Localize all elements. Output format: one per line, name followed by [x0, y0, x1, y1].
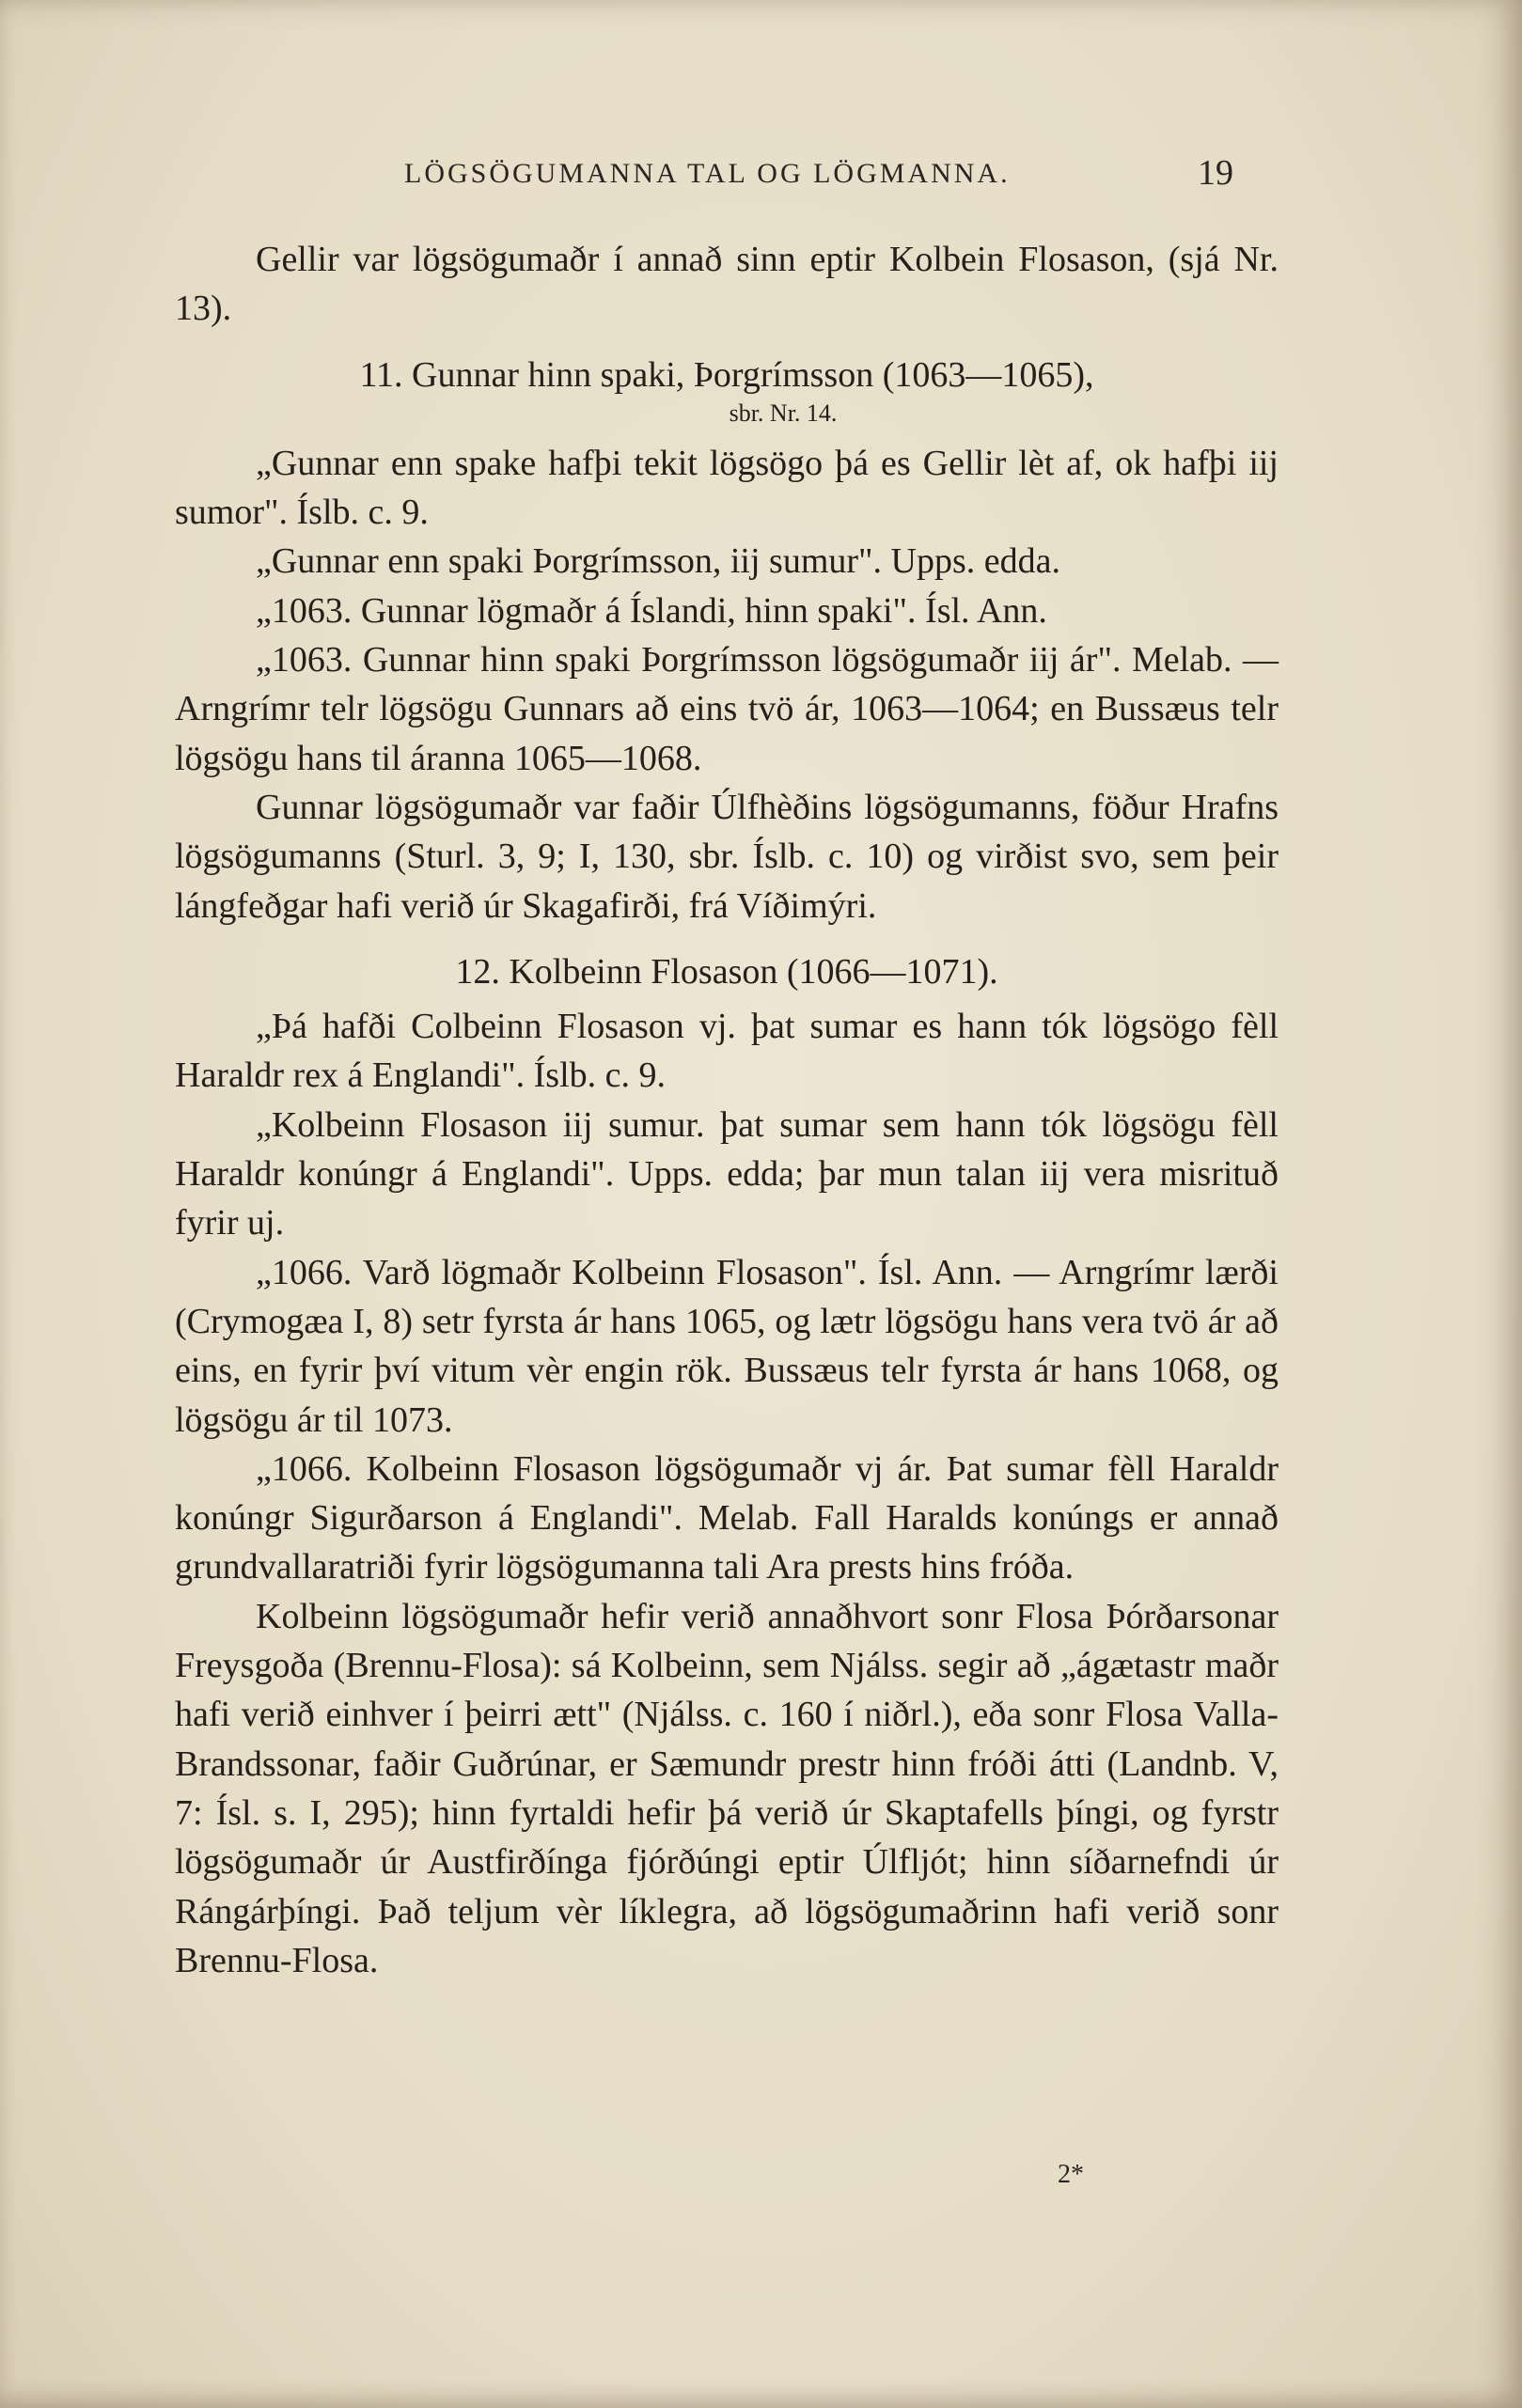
paragraph: „Þá hafði Colbeinn Flosason vj. þat sumar es hann tók lögsögo fèll Haraldr rex á Englandi". Íslb. c. 9. — [175, 1007, 1279, 1096]
paragraph: „Gunnar enn spaki Þorgrímsson, iij sumur". Upps. edda. — [256, 541, 1061, 582]
paragraph: „Gunnar enn spake hafþi tekit lögsögo þá es Gellir lèt af, ok hafþi iij sumor". Íslb. c. 9. — [175, 443, 1279, 533]
paragraph: Gellir var lögsögumaðr í annað sinn eptir Kolbein Flosason, (sjá Nr. 13). — [175, 240, 1279, 329]
paragraph: „1063. Gunnar lögmaðr á Íslandi, hinn spaki". Ísl. Ann. — [256, 590, 1047, 631]
paragraph: Kolbeinn lögsögumaðr hefir verið annaðhvort sonr Flosa Þórðarsonar Freysgoða (Brennu-Flosa): sá Kolbeinn, sem Njálss. segir að „ágætastr maðr hafi verið einhver í þeirri ætt" (Njálss. c. 160 í niðrl.), eða sonr Flosa Valla-Brandssonar, faðir Guðrúnar, er Sæmundr prestr hinn fróði átti (Landnb. V, 7: Ísl. s. I, 295); hinn fyrtaldi hefir þá verið úr Skaptafells þíngi, og fyrstr lögsögumaðr úr Austfirðínga fjórðúngi eptir Úlfljót; hinn síðarnefndi úr Rángárþíngi. Það teljum vèr líklegra, að lögsögumaðrinn hafi verið sonr Brennu-Flosa. — [175, 1596, 1279, 1980]
running-head — [404, 153, 1260, 199]
body-text — [175, 235, 1279, 1985]
cross-reference: sbr. Nr. 14. — [729, 399, 838, 427]
running-title: LÖGSÖGUMANNA TAL OG LÖGMANNA. — [404, 158, 1011, 189]
paragraph: „1063. Gunnar hinn spaki Þorgrímsson lögsögumaðr iij ár". Melab. — Arngrímr telr lögsögu Gunnars að eins tvö ár, 1063—1064; en Bussæus telr lögsögu hans til áranna 1065—1068. — [175, 640, 1279, 778]
paragraph: Gunnar lögsögumaðr var faðir Úlfhèðins lögsögumanns, föður Hrafns lögsögumanns (Sturl. 3, 9; I, 130, sbr. Íslb. c. 10) og virðist svo, sem þeir lángfeðgar hafi verið úr Skagafirði, frá Víðimýri. — [175, 787, 1279, 926]
section-heading: 12. Kolbeinn Flosason (1066—1071). — [455, 951, 998, 992]
section-heading: 11. Gunnar hinn spaki, Þorgrímsson (1063—1065), — [359, 354, 1094, 395]
paragraph: „1066. Kolbeinn Flosason lögsögumaðr vj ár. Þat sumar fèll Haraldr konúngr Sigurðarson á Englandi". Melab. Fall Haralds konúngs er annað grundvallaratriði fyrir lögsögumanna tali Ara prests hins fróða. — [175, 1448, 1279, 1587]
paragraph: „Kolbeinn Flosason iij sumur. þat sumar sem hann tók lögsögu fèll Haraldr konúngr á Englandi". Upps. edda; þar mun talan iij vera misrituð fyrir uj. — [175, 1104, 1279, 1243]
signature-mark: 2* — [1058, 2160, 1084, 2189]
paragraph: „1066. Varð lögmaðr Kolbeinn Flosason". Ísl. Ann. — Arngrímr lærði (Crymogæa I, 8) setr fyrsta ár hans 1065, og lætr lögsögu hans vera tvö ár að eins, en fyrir því vitum vèr engin rök. Bussæus telr fyrsta ár hans 1068, og lögsögu ár til 1073. — [175, 1252, 1279, 1440]
page-number: 19 — [1198, 153, 1233, 193]
